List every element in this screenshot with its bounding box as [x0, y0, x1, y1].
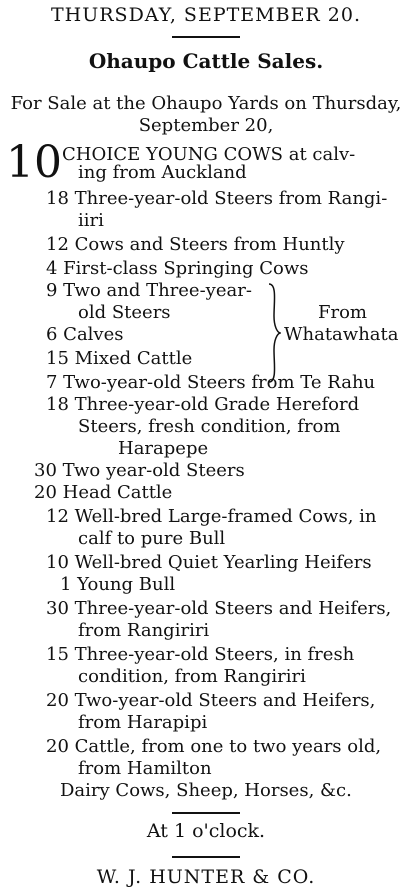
- divider: [172, 36, 240, 38]
- listing-line: iiri: [78, 210, 104, 231]
- divider: [172, 812, 240, 814]
- divider: [172, 856, 240, 858]
- sale-title: Ohaupo Cattle Sales.: [88, 49, 324, 73]
- listing-line: Harapepe: [118, 438, 209, 459]
- listing-line: 12 Well-bred Large-framed Cows, in: [46, 506, 377, 527]
- listing-line: calf to pure Bull: [78, 528, 226, 549]
- listing-line: 20 Head Cattle: [34, 482, 173, 503]
- listing-line: Dairy Cows, Sheep, Horses, &c.: [60, 780, 352, 801]
- listing-line: 9 Two and Three-year-: [46, 280, 252, 301]
- listing-line: from Rangiriri: [78, 620, 210, 641]
- listing-line: 15 Mixed Cattle: [46, 348, 193, 369]
- listing-line: 30 Two year-old Steers: [34, 460, 245, 481]
- lead-line-2: ing from Auckland: [78, 162, 247, 183]
- date-heading: THURSDAY, SEPTEMBER 20.: [51, 4, 361, 26]
- auctioneer-name: W. J. HUNTER & CO.: [96, 866, 316, 888]
- listing-line: 1 Young Bull: [60, 574, 176, 595]
- listing-line: 7 Two-year-old Steers from Te Rahu: [46, 372, 376, 393]
- listing-line: 4 First-class Springing Cows: [46, 258, 309, 279]
- sale-time: At 1 o'clock.: [146, 820, 266, 842]
- listing-line: old Steers: [78, 302, 171, 323]
- bracket-label-line-1: From: [318, 302, 367, 323]
- listing-line: 20 Cattle, from one to two years old,: [46, 736, 382, 757]
- listing-line: 20 Two-year-old Steers and Heifers,: [46, 690, 376, 711]
- listing-line: Steers, fresh condition, from: [78, 416, 341, 437]
- intro-text: For Sale at the Ohaupo Yards on Thursday, September 20,: [10, 93, 402, 136]
- listing-line: 30 Three-year-old Steers and Heifers,: [46, 598, 392, 619]
- listing-line: 6 Calves: [46, 324, 124, 345]
- bracket: [267, 282, 281, 384]
- listing-line: 10 Well-bred Quiet Yearling Heifers: [46, 552, 372, 573]
- listing-line: from Hamilton: [78, 758, 212, 779]
- lead-line-1: CHOICE YOUNG COWS at calv-: [62, 144, 356, 165]
- listing-line: condition, from Rangiriri: [78, 666, 306, 687]
- listing-line: 15 Three-year-old Steers, in fresh: [46, 644, 355, 665]
- listing-line: from Harapipi: [78, 712, 208, 733]
- listing-line: 18 Three-year-old Grade Hereford: [46, 394, 360, 415]
- listing-line: 18 Three-year-old Steers from Rangi-: [46, 188, 388, 209]
- bracket-label-line-2: Whatawhata: [284, 324, 399, 345]
- lead-count: 10: [6, 137, 62, 188]
- listing-line: 12 Cows and Steers from Huntly: [46, 234, 345, 255]
